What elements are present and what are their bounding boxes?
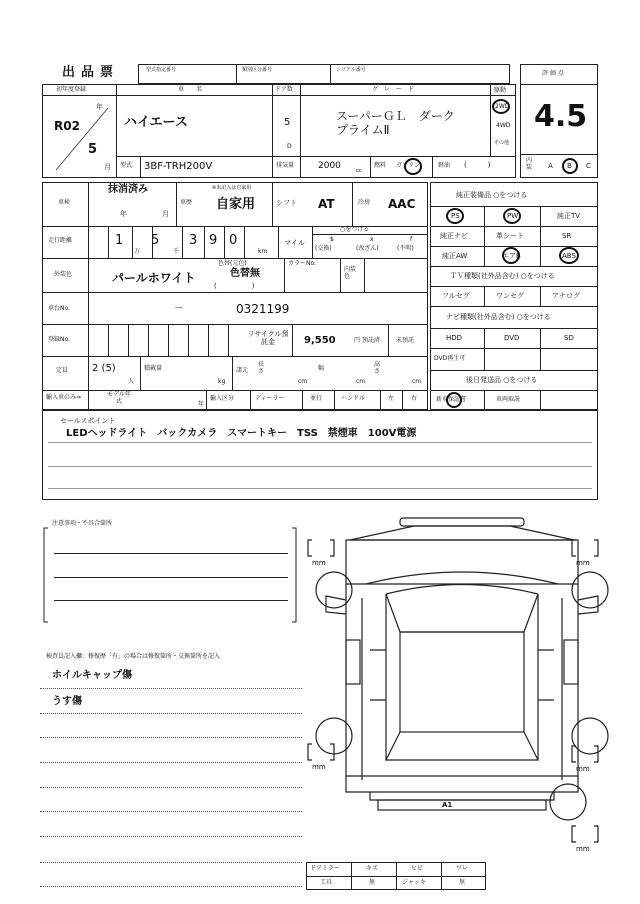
meter-f: f: [410, 236, 413, 243]
model-cert-label: 型式指定番号: [146, 67, 177, 73]
inspector-comment-1: ホイルキャップ傷: [52, 670, 132, 681]
legend-scratch: キズ: [366, 865, 378, 872]
sales-point-text: LEDヘッドライト バックカメラ スマートキー TSS 禁煙車 100V電源: [66, 428, 417, 439]
opt-abs: ABS: [562, 252, 576, 260]
reg-year-unit: 年: [96, 103, 103, 111]
grade-line2: プライムⅡ: [336, 123, 390, 137]
interior-c: C: [586, 162, 591, 170]
length-label: 長さ: [258, 361, 265, 375]
legend-mirror: ドアミラー: [310, 865, 340, 872]
model-year-unit: 年: [198, 401, 205, 408]
nav-dvd: DVD: [504, 334, 520, 342]
inspection-month-unit: 月: [162, 210, 169, 218]
capacity-value: 2 (5): [92, 363, 116, 374]
tv-analog: アナログ: [552, 292, 580, 300]
mileage-digit-1: 1: [115, 233, 124, 248]
reg-no-label: 登録No.: [48, 336, 70, 343]
import-label: 輸入車のみ⇒: [46, 394, 82, 401]
handle-label: ハンドル: [341, 395, 366, 402]
options-title: 純正装備品 ○をつける: [456, 191, 528, 199]
length-cm: cm: [298, 378, 308, 385]
history-note: ※未記入は自家用: [212, 185, 252, 191]
km-unit: km: [258, 248, 268, 255]
width-label: 幅: [318, 365, 325, 372]
recycle-unit: 円: [354, 337, 361, 344]
exterior-value: パールホワイト: [112, 271, 196, 285]
sen-unit: 千: [173, 248, 180, 255]
ac-value: AAC: [388, 197, 416, 211]
damage-mark-a1: A1: [442, 801, 453, 809]
color-change-label: 色替(元色): [218, 260, 247, 267]
class-label: 類別区分番号: [242, 67, 273, 73]
height-cm: cm: [412, 378, 422, 385]
reg-month-unit: 月: [104, 163, 111, 171]
import-class-label: 輸入区分: [210, 395, 235, 402]
doors-value: 5: [284, 117, 291, 128]
car-name: ハイエース: [124, 115, 188, 130]
legend-break: ワレ: [456, 865, 469, 872]
mileage-digit-3: 3: [189, 233, 198, 248]
nav-hdd: HDD: [446, 334, 463, 342]
form-title: 出品票: [62, 65, 120, 80]
meter-circle-note: ○をつける: [340, 226, 370, 233]
cc-unit: cc: [356, 168, 362, 174]
inspection-label: 車検: [58, 199, 71, 206]
meter-x: x: [370, 236, 374, 243]
model-code-label: 型式: [120, 162, 133, 169]
inspector-label: 検査員記入欄：修復歴「有」の場合は修復箇所・交換箇所を記入: [46, 653, 221, 660]
chassis-dash: －: [174, 303, 184, 314]
displacement-value: 2000: [318, 161, 341, 171]
grade-label: グ レ ー ド: [372, 86, 415, 93]
opt-ps: PS: [451, 212, 460, 220]
opt-pw: PW: [507, 212, 519, 220]
mm-spare: mm: [576, 845, 590, 853]
interior-label: 内装: [526, 157, 533, 171]
mileage-digit-2: 5: [151, 233, 160, 248]
load-label: 積載量: [144, 365, 163, 372]
interior-a: A: [548, 162, 553, 170]
meter-unknown: (不明): [397, 245, 414, 252]
model-code: 3BF-TRH200V: [144, 161, 213, 172]
opt-airbag: エアB: [502, 252, 521, 260]
handle-right: 右: [411, 395, 418, 402]
caution-label: 注意事項・不具合箇所: [52, 520, 113, 527]
mm-front-left: mm: [312, 559, 326, 567]
capacity-label: 定員: [56, 367, 69, 374]
opt-navi: 純正ナビ: [440, 232, 468, 240]
opt-tv: 純正TV: [557, 212, 581, 220]
inspection-value: 抹消済み: [108, 184, 148, 195]
shift-label: シフト: [276, 199, 297, 207]
doors-label: ドア数: [275, 86, 293, 93]
reg-month: 5: [88, 142, 98, 157]
legend-crack: ヒビ: [411, 865, 424, 872]
import-parallel: 並行: [310, 395, 323, 402]
shift-value: AT: [318, 197, 335, 211]
mm-rear-left: mm: [312, 763, 326, 771]
reg-year: R02: [54, 119, 80, 133]
recycle-label: リサイクル預託金: [247, 330, 289, 346]
meter-exchange: (交換): [315, 245, 332, 252]
fuel-value: ガソリン: [396, 162, 421, 169]
mileage-digit-4: 9: [209, 233, 218, 248]
eval-label: 評 価 点: [542, 70, 564, 77]
height-label: 高さ: [374, 361, 381, 375]
meter-dollar: $: [330, 236, 334, 243]
opt-sr: SR: [562, 232, 572, 240]
history-value: 自家用: [216, 197, 256, 212]
opt-aw: 純正AW: [442, 252, 468, 260]
drive-other: その他: [494, 140, 510, 146]
first-reg-label: 初年度登録: [56, 86, 87, 93]
door-unit: D: [287, 143, 292, 150]
tv-one: ワンセグ: [496, 292, 524, 300]
chassis-value: 0321199: [236, 302, 290, 316]
legend-tools-value: 無: [369, 879, 376, 886]
legend-jack: ジャッキ: [402, 879, 426, 886]
color-no-label: カラーNo.: [288, 260, 316, 267]
mileage-digit-5: 0: [229, 233, 238, 248]
after-title: 後日発送品 ○をつける: [466, 376, 538, 384]
mm-rear-right: mm: [576, 765, 590, 773]
dims-label: 諸元: [236, 367, 249, 374]
man-unit: 万: [134, 248, 141, 255]
grade-line1: スーパーＧＬ ダーク: [336, 109, 455, 123]
car-name-label: 車 名: [178, 86, 203, 93]
mile-label: マイル: [284, 239, 305, 247]
after-warranty: 新車保証書: [436, 396, 467, 403]
ac-label: 冷房: [358, 199, 371, 206]
sales-point-label: セールスポイント: [60, 417, 116, 425]
dvd-label: DVD再生可: [434, 355, 466, 362]
light-oil-label: 軽油: [438, 162, 451, 169]
kg-unit: kg: [218, 378, 226, 385]
legend-jack-value: 無: [459, 879, 466, 886]
chassis-label: 車台No.: [48, 305, 70, 312]
recycle-unpaid: 未預託: [396, 337, 415, 344]
drive-label: 駆動: [494, 87, 507, 94]
mm-front-right: mm: [576, 559, 590, 567]
opt-leather: 革シート: [496, 232, 524, 240]
tv-full: フルセグ: [442, 292, 470, 300]
drive-4wd: 4WD: [496, 122, 511, 129]
color-change-value: 色替無: [230, 268, 260, 279]
exterior-label: 外装色: [54, 271, 73, 278]
interior-b: B: [567, 162, 572, 170]
width-cm: cm: [356, 378, 366, 385]
color-paren: ( ): [214, 282, 255, 290]
recycle-value: 9,550: [304, 335, 336, 346]
nav-title: ナビ種類(社外品含む) ○をつける: [446, 313, 551, 321]
fuel-paren: ( ): [464, 161, 491, 169]
serial-label: シリアル番号: [336, 67, 366, 73]
displacement-label: 排気量: [276, 162, 295, 169]
mileage-label: 走行距離: [48, 237, 73, 244]
inspection-year-unit: 年: [120, 210, 127, 218]
model-year-label: モデル年式: [107, 391, 131, 405]
history-label: 車歴: [180, 199, 193, 206]
handle-left: 左: [388, 395, 395, 402]
inspector-comment-2: うす傷: [52, 696, 82, 707]
import-dealer: ディーラー: [255, 395, 285, 402]
legend-tools: 工具: [320, 879, 333, 886]
meter-modified: (改ざん): [356, 245, 379, 252]
recycle-paid: 預託済: [362, 337, 381, 344]
nav-sd: SD: [564, 334, 574, 342]
tv-title: ＴＶ種類(社外品含む) ○をつける: [450, 272, 555, 280]
after-manual: 車両取説: [496, 396, 521, 403]
drive-2wd: 2WD: [495, 103, 510, 110]
interior-color-label: 内装色: [344, 266, 357, 281]
person-unit: 人: [128, 378, 135, 385]
eval-score: 4.5: [534, 99, 588, 134]
fuel-label: 燃料: [374, 162, 387, 169]
